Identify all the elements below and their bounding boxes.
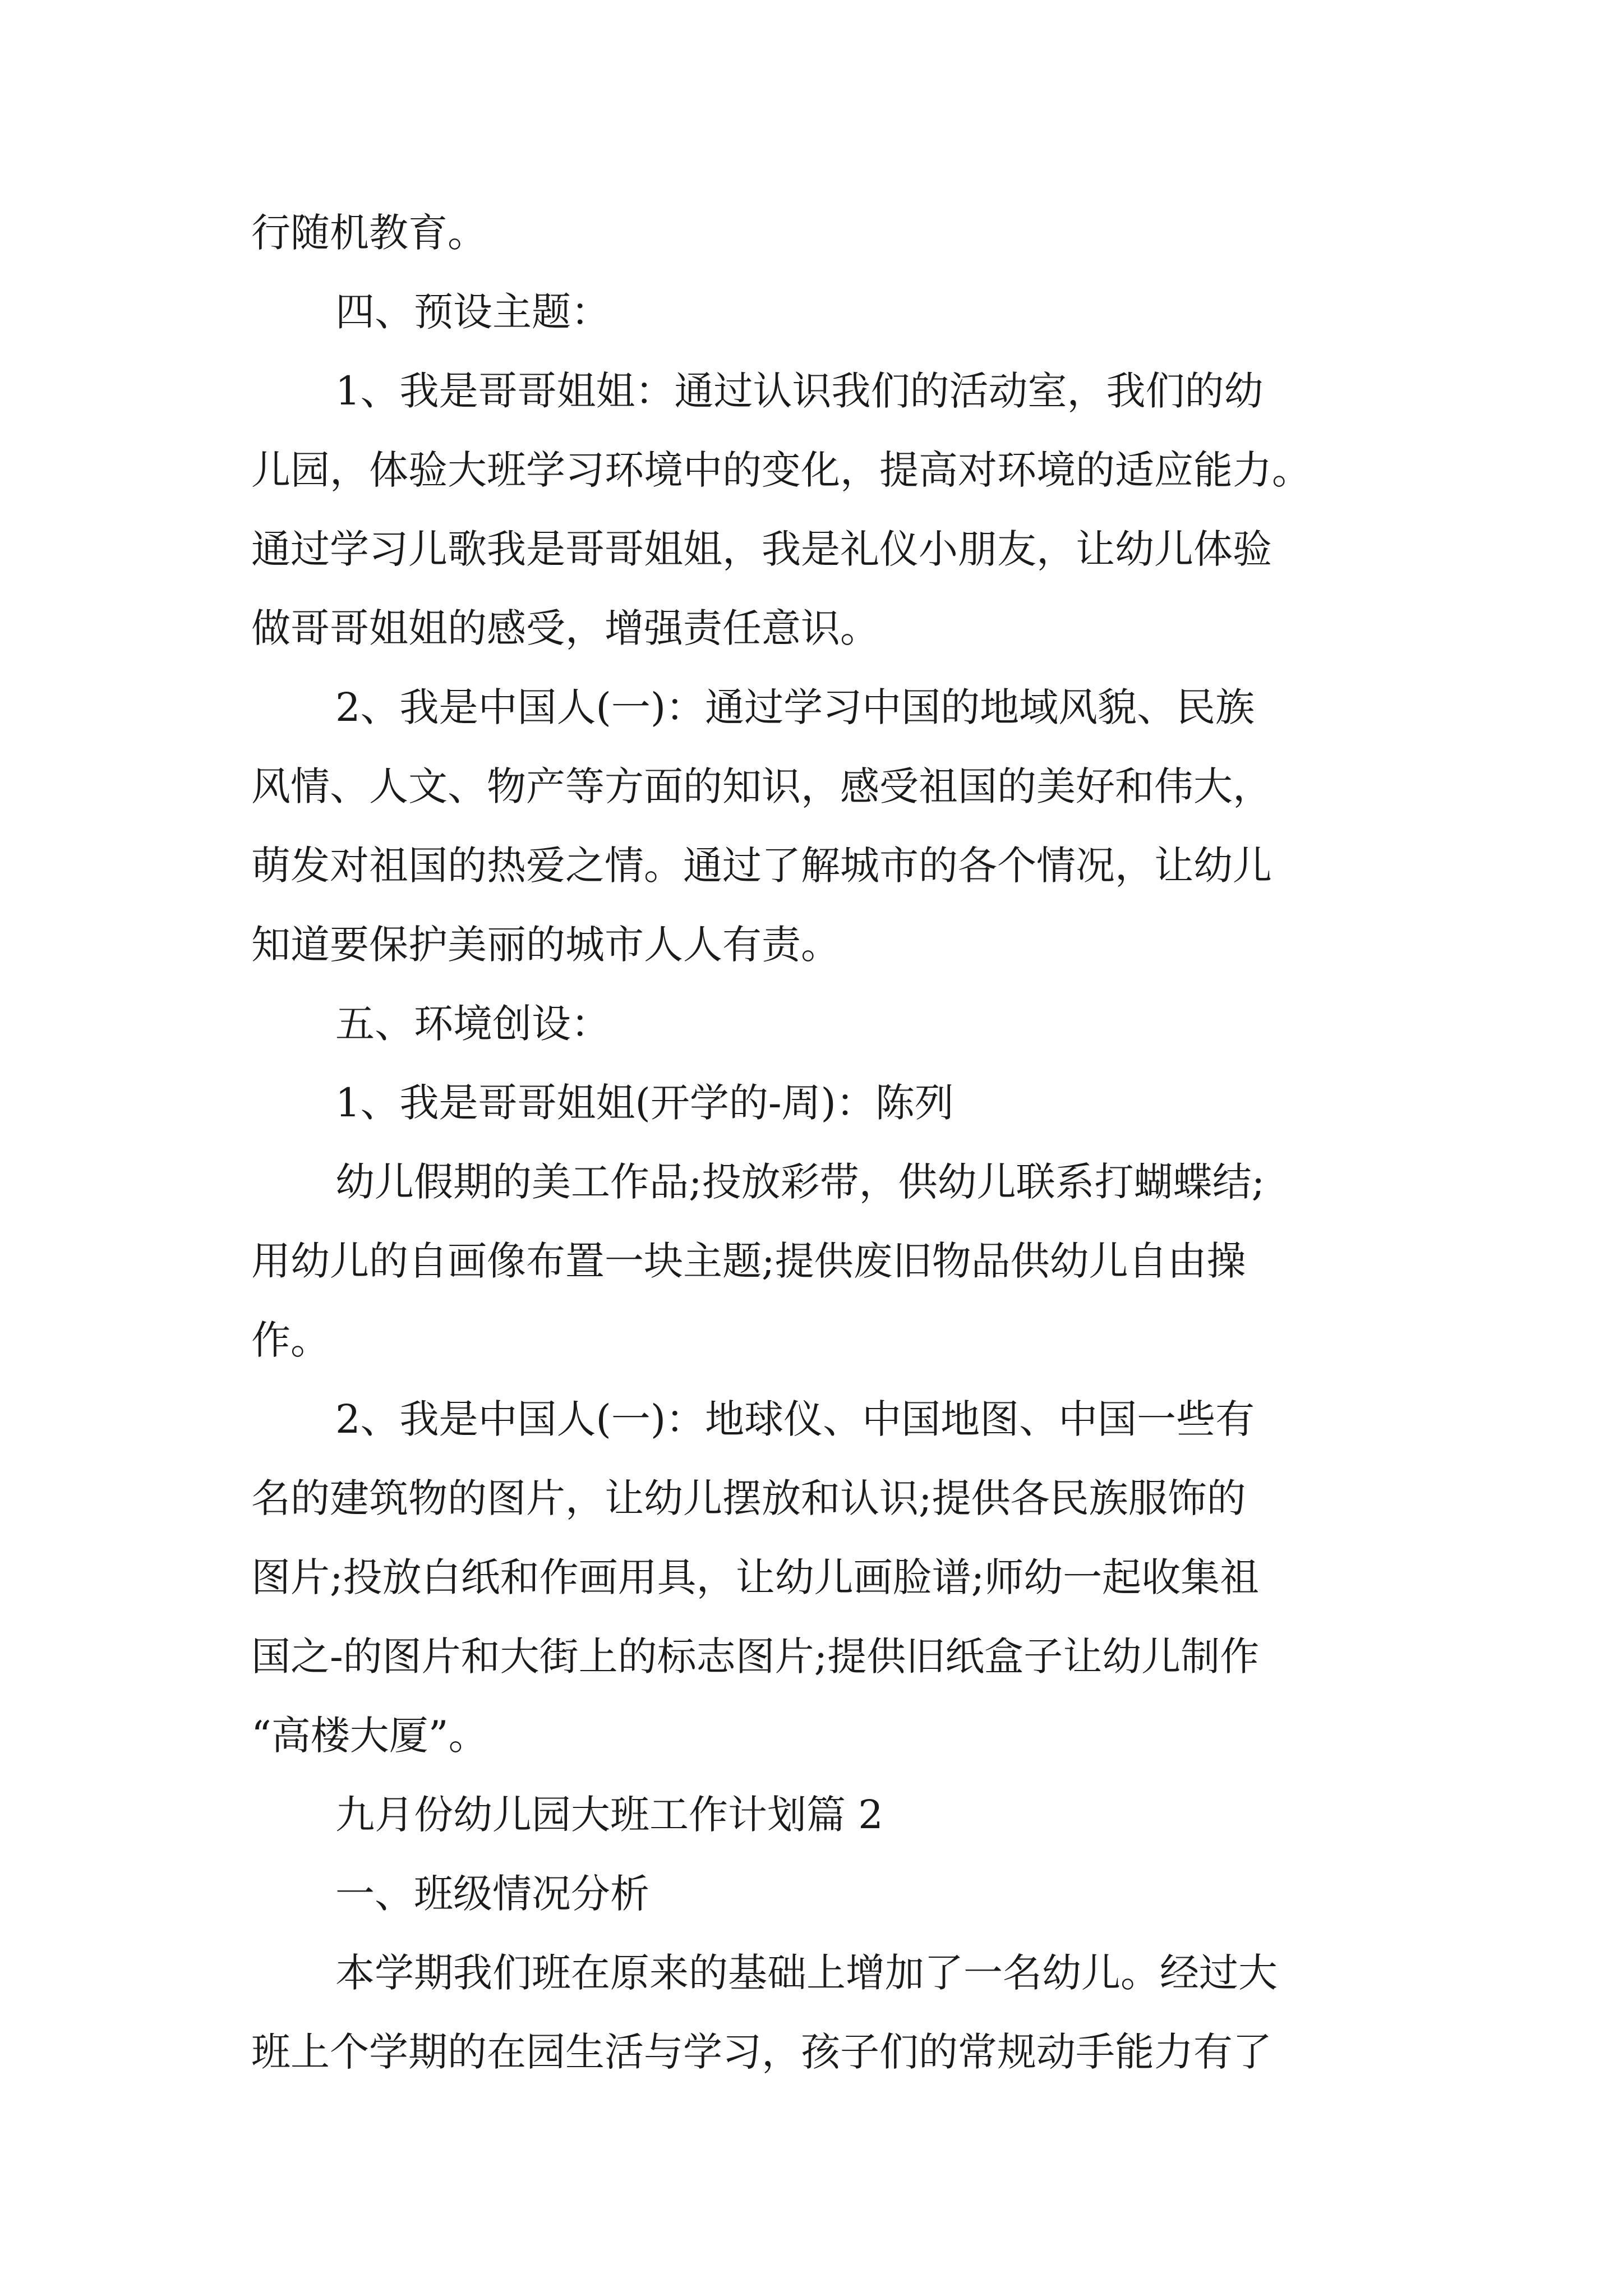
text-line: 名的建筑物的图片，让幼儿摆放和认识;提供各民族服饰的 — [251, 1475, 1246, 1521]
text-line: 1、我是哥哥姐姐：通过认识我们的活动室，我们的幼 — [335, 368, 1264, 414]
text-line: 萌发对祖国的热爱之情。通过了解城市的各个情况，让幼儿 — [251, 843, 1272, 889]
section-heading: 四、预设主题： — [335, 289, 610, 335]
text-line: 1、我是哥哥姐姐(开学的-周)：陈列 — [335, 1080, 954, 1126]
text-line: 班上个学期的在园生活与学习，孩子们的常规动手能力有了 — [251, 2029, 1272, 2075]
section-heading: 九月份幼儿园大班工作计划篇 2 — [335, 1792, 883, 1838]
text-line: 幼儿假期的美工作品;投放彩带，供幼儿联系打蝴蝶结; — [335, 1159, 1265, 1205]
text-line: 通过学习儿歌我是哥哥姐姐，我是礼仪小朋友，让幼儿体验 — [251, 526, 1272, 572]
text-line: 行随机教育。 — [251, 210, 487, 256]
text-line: 儿园，体验大班学习环境中的变化，提高对环境的适应能力。 — [251, 447, 1311, 493]
text-line: 风情、人文、物产等方面的知识，感受祖国的美好和伟大， — [251, 763, 1272, 809]
text-line: 本学期我们班在原来的基础上增加了一名幼儿。经过大 — [335, 1950, 1278, 1996]
text-line: 用幼儿的自画像布置一块主题;提供废旧物品供幼儿自由操 — [251, 1238, 1246, 1284]
section-heading: 一、班级情况分析 — [335, 1871, 649, 1917]
text-line: 知道要保护美丽的城市人人有责。 — [251, 922, 840, 968]
text-line: 2、我是中国人(一)：通过学习中国的地域风貌、民族 — [335, 684, 1255, 730]
text-line: 2、我是中国人(一)：地球仪、中国地图、中国一些有 — [335, 1396, 1255, 1442]
text-line: 作。 — [251, 1317, 330, 1363]
text-line: 图片;投放白纸和作画用具，让幼儿画脸谱;师幼一起收集祖 — [251, 1554, 1260, 1600]
section-heading: 五、环境创设： — [335, 1001, 610, 1047]
text-line: 国之-的图片和大街上的标志图片;提供旧纸盒子让幼儿制作 — [251, 1634, 1260, 1680]
text-line: “高楼大厦”。 — [251, 1713, 488, 1759]
text-line: 做哥哥姐姐的感受，增强责任意识。 — [251, 605, 879, 651]
